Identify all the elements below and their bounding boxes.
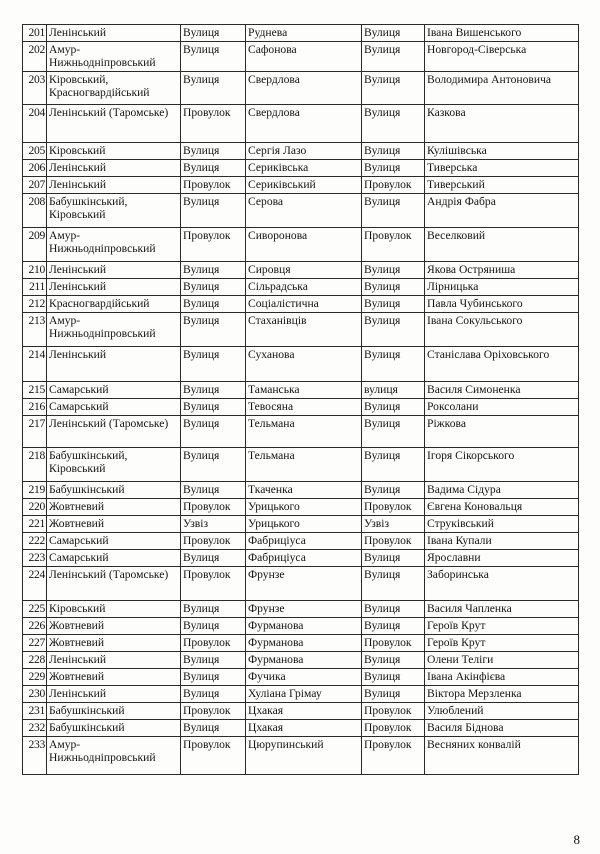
district-cell: Ленінський (Таромське): [47, 416, 181, 448]
row-number: 214: [23, 347, 47, 382]
table-row: [23, 25, 579, 42]
old-name-cell: Фурманова: [246, 652, 362, 669]
new-type-cell: Узвіз: [362, 516, 425, 533]
old-type-cell: Вулиця: [181, 686, 246, 703]
district-cell: Ленінський: [47, 279, 181, 296]
district-cell: Ленінський: [47, 262, 181, 279]
row-number: 204: [23, 105, 47, 143]
new-type-cell: Вулиця: [362, 42, 425, 72]
row-number: 223: [23, 550, 47, 567]
row-number: 226: [23, 618, 47, 635]
table-row: [23, 686, 579, 703]
old-type-cell: Узвіз: [181, 516, 246, 533]
new-name-cell: Новгород-Сіверська: [425, 42, 579, 72]
district-cell: Самарський: [47, 533, 181, 550]
district-cell: Самарський: [47, 399, 181, 416]
row-number: 224: [23, 567, 47, 601]
new-name-cell: Ярославни: [425, 550, 579, 567]
old-type-cell: Вулиця: [181, 601, 246, 618]
new-name-cell: Лірницька: [425, 279, 579, 296]
old-type-cell: Вулиця: [181, 550, 246, 567]
old-name-cell: Руднева: [246, 25, 362, 42]
old-type-cell: Провулок: [181, 567, 246, 601]
new-name-cell: Героїв Крут: [425, 635, 579, 652]
row-number: 233: [23, 737, 47, 775]
new-name-cell: Ріжкова: [425, 416, 579, 448]
table-row: [23, 279, 579, 296]
old-type-cell: Провулок: [181, 105, 246, 143]
new-name-cell: Павла Чубинського: [425, 296, 579, 313]
old-name-cell: Фучика: [246, 669, 362, 686]
new-type-cell: Провулок: [362, 228, 425, 262]
new-name-cell: Андрія Фабра: [425, 194, 579, 228]
old-type-cell: Вулиця: [181, 448, 246, 482]
table-row: [23, 737, 579, 775]
table-row: [23, 105, 579, 143]
old-name-cell: Ткаченка: [246, 482, 362, 499]
row-number: 221: [23, 516, 47, 533]
row-number: 208: [23, 194, 47, 228]
new-name-cell: Роксолани: [425, 399, 579, 416]
old-type-cell: Провулок: [181, 737, 246, 775]
district-cell: Ленінський (Таромське): [47, 567, 181, 601]
new-name-cell: Веселковий: [425, 228, 579, 262]
table-row: [23, 194, 579, 228]
old-name-cell: Свердлова: [246, 105, 362, 143]
old-type-cell: Вулиця: [181, 160, 246, 177]
table-row: [23, 143, 579, 160]
old-type-cell: Провулок: [181, 703, 246, 720]
district-cell: Красногвардійський: [47, 296, 181, 313]
new-type-cell: Вулиця: [362, 313, 425, 347]
new-type-cell: Вулиця: [362, 601, 425, 618]
new-type-cell: Вулиця: [362, 279, 425, 296]
new-type-cell: Вулиця: [362, 194, 425, 228]
row-number: 218: [23, 448, 47, 482]
old-type-cell: Провулок: [181, 499, 246, 516]
district-cell: Самарський: [47, 382, 181, 399]
row-number: 215: [23, 382, 47, 399]
district-cell: Жовтневий: [47, 669, 181, 686]
new-name-cell: Івана Вишенського: [425, 25, 579, 42]
old-type-cell: Провулок: [181, 177, 246, 194]
page-number: 8: [573, 832, 580, 847]
row-number: 203: [23, 72, 47, 105]
district-cell: Бабушкінський: [47, 482, 181, 499]
old-type-cell: Вулиця: [181, 720, 246, 737]
old-name-cell: Сергія Лазо: [246, 143, 362, 160]
old-name-cell: Хуліана Грімау: [246, 686, 362, 703]
old-name-cell: Цхакая: [246, 703, 362, 720]
old-name-cell: Тельмана: [246, 448, 362, 482]
old-name-cell: Сериківська: [246, 160, 362, 177]
new-name-cell: Володимира Антоновича: [425, 72, 579, 105]
new-type-cell: Вулиця: [362, 347, 425, 382]
new-type-cell: Вулиця: [362, 160, 425, 177]
new-name-cell: Василя Симоненка: [425, 382, 579, 399]
table-row: [23, 72, 579, 105]
old-name-cell: Цюрупинський: [246, 737, 362, 775]
table-row: [23, 313, 579, 347]
old-name-cell: Сафонова: [246, 42, 362, 72]
district-cell: Ленінський: [47, 347, 181, 382]
old-type-cell: Вулиця: [181, 347, 246, 382]
old-type-cell: Вулиця: [181, 669, 246, 686]
district-cell: Амур-Нижньодніпровський: [47, 228, 181, 262]
new-name-cell: Кулішівська: [425, 143, 579, 160]
old-type-cell: Вулиця: [181, 482, 246, 499]
old-type-cell: Вулиця: [181, 143, 246, 160]
old-type-cell: Вулиця: [181, 42, 246, 72]
row-number: 206: [23, 160, 47, 177]
table-body: [23, 25, 579, 775]
new-type-cell: Вулиця: [362, 399, 425, 416]
district-cell: Жовтневий: [47, 499, 181, 516]
old-name-cell: Сільрадська: [246, 279, 362, 296]
new-name-cell: Євгена Коновальця: [425, 499, 579, 516]
old-name-cell: Фрунзе: [246, 567, 362, 601]
row-number: 232: [23, 720, 47, 737]
district-cell: Бабушкінський: [47, 703, 181, 720]
old-name-cell: Таманська: [246, 382, 362, 399]
district-cell: Амур-Нижньодніпровський: [47, 737, 181, 775]
new-type-cell: Провулок: [362, 703, 425, 720]
district-cell: Самарський: [47, 550, 181, 567]
new-name-cell: Василя Чапленка: [425, 601, 579, 618]
table-row: [23, 703, 579, 720]
table-row: [23, 601, 579, 618]
new-type-cell: Вулиця: [362, 262, 425, 279]
district-cell: Ленінський: [47, 160, 181, 177]
new-name-cell: Станіслава Оріховського: [425, 347, 579, 382]
row-number: 211: [23, 279, 47, 296]
district-cell: Кіровський: [47, 601, 181, 618]
old-type-cell: Провулок: [181, 533, 246, 550]
new-type-cell: Провулок: [362, 499, 425, 516]
old-name-cell: Тевосяна: [246, 399, 362, 416]
new-name-cell: Казкова: [425, 105, 579, 143]
new-type-cell: Вулиця: [362, 143, 425, 160]
row-number: 207: [23, 177, 47, 194]
new-name-cell: Струківський: [425, 516, 579, 533]
row-number: 210: [23, 262, 47, 279]
table-row: [23, 399, 579, 416]
table-row: [23, 42, 579, 72]
row-number: 228: [23, 652, 47, 669]
table-row: [23, 482, 579, 499]
district-cell: Ленінський: [47, 25, 181, 42]
old-name-cell: Соціалістична: [246, 296, 362, 313]
row-number: 222: [23, 533, 47, 550]
street-rename-table: [22, 24, 579, 775]
new-type-cell: Вулиця: [362, 416, 425, 448]
old-name-cell: Свердлова: [246, 72, 362, 105]
district-cell: Жовтневий: [47, 516, 181, 533]
new-type-cell: Провулок: [362, 635, 425, 652]
table-row: [23, 567, 579, 601]
old-type-cell: Вулиця: [181, 25, 246, 42]
row-number: 230: [23, 686, 47, 703]
table-row: [23, 448, 579, 482]
row-number: 212: [23, 296, 47, 313]
new-name-cell: Улюблений: [425, 703, 579, 720]
district-cell: Бабушкінський, Кіровський: [47, 448, 181, 482]
row-number: 229: [23, 669, 47, 686]
table-row: [23, 720, 579, 737]
old-type-cell: Вулиця: [181, 416, 246, 448]
table-row: [23, 635, 579, 652]
table-row: [23, 533, 579, 550]
new-type-cell: Вулиця: [362, 482, 425, 499]
new-type-cell: Вулиця: [362, 296, 425, 313]
old-type-cell: Вулиця: [181, 194, 246, 228]
new-name-cell: Вадима Сідура: [425, 482, 579, 499]
old-name-cell: Сировця: [246, 262, 362, 279]
new-name-cell: Василя Біднова: [425, 720, 579, 737]
row-number: 220: [23, 499, 47, 516]
new-type-cell: Вулиця: [362, 669, 425, 686]
new-name-cell: Івана Акінфієва: [425, 669, 579, 686]
row-number: 216: [23, 399, 47, 416]
row-number: 225: [23, 601, 47, 618]
old-type-cell: Вулиця: [181, 72, 246, 105]
row-number: 209: [23, 228, 47, 262]
district-cell: Кіровський, Красногвардійський: [47, 72, 181, 105]
new-name-cell: Івана Купали: [425, 533, 579, 550]
old-name-cell: Фрунзе: [246, 601, 362, 618]
row-number: 227: [23, 635, 47, 652]
table-row: [23, 669, 579, 686]
table-row: [23, 416, 579, 448]
new-name-cell: Віктора Мерзленка: [425, 686, 579, 703]
district-cell: Ленінський: [47, 177, 181, 194]
table-row: [23, 516, 579, 533]
old-type-cell: Вулиця: [181, 313, 246, 347]
new-name-cell: Героїв Крут: [425, 618, 579, 635]
row-number: 205: [23, 143, 47, 160]
district-cell: Ленінський: [47, 652, 181, 669]
old-name-cell: Суханова: [246, 347, 362, 382]
old-type-cell: Вулиця: [181, 399, 246, 416]
old-name-cell: Сиворонова: [246, 228, 362, 262]
district-cell: Ленінський: [47, 686, 181, 703]
new-name-cell: Тиверська: [425, 160, 579, 177]
district-cell: Жовтневий: [47, 618, 181, 635]
old-name-cell: Фурманова: [246, 635, 362, 652]
new-type-cell: Провулок: [362, 533, 425, 550]
row-number: 217: [23, 416, 47, 448]
table-row: [23, 499, 579, 516]
table-row: [23, 618, 579, 635]
district-cell: Бабушкінський: [47, 720, 181, 737]
new-type-cell: Вулиця: [362, 686, 425, 703]
new-type-cell: Провулок: [362, 177, 425, 194]
old-name-cell: Фурманова: [246, 618, 362, 635]
old-name-cell: Цхакая: [246, 720, 362, 737]
table-row: [23, 262, 579, 279]
new-name-cell: Тиверський: [425, 177, 579, 194]
new-type-cell: Провулок: [362, 720, 425, 737]
row-number: 202: [23, 42, 47, 72]
table-row: [23, 228, 579, 262]
new-type-cell: Вулиця: [362, 72, 425, 105]
new-type-cell: Вулиця: [362, 448, 425, 482]
old-name-cell: Урицького: [246, 516, 362, 533]
old-name-cell: Урицького: [246, 499, 362, 516]
new-type-cell: Вулиця: [362, 567, 425, 601]
row-number: 213: [23, 313, 47, 347]
district-cell: Бабушкінський, Кіровський: [47, 194, 181, 228]
district-cell: Амур-Нижньодніпровський: [47, 42, 181, 72]
new-type-cell: вулиця: [362, 382, 425, 399]
old-name-cell: Сериківський: [246, 177, 362, 194]
new-type-cell: Провулок: [362, 737, 425, 775]
table-row: [23, 160, 579, 177]
table-row: [23, 382, 579, 399]
district-cell: Ленінський (Таромське): [47, 105, 181, 143]
new-name-cell: Весняних конвалій: [425, 737, 579, 775]
table-row: [23, 347, 579, 382]
new-type-cell: Вулиця: [362, 652, 425, 669]
old-type-cell: Провулок: [181, 635, 246, 652]
new-type-cell: Вулиця: [362, 105, 425, 143]
district-cell: Амур-Нижньодніпровський: [47, 313, 181, 347]
table-row: [23, 296, 579, 313]
new-name-cell: Заборинська: [425, 567, 579, 601]
new-type-cell: Вулиця: [362, 25, 425, 42]
table-row: [23, 652, 579, 669]
old-type-cell: Вулиця: [181, 296, 246, 313]
old-name-cell: Серова: [246, 194, 362, 228]
new-type-cell: Вулиця: [362, 550, 425, 567]
new-type-cell: Вулиця: [362, 618, 425, 635]
old-type-cell: Вулиця: [181, 618, 246, 635]
row-number: 231: [23, 703, 47, 720]
old-type-cell: Вулиця: [181, 382, 246, 399]
table-row: [23, 550, 579, 567]
table-row: [23, 177, 579, 194]
old-type-cell: Вулиця: [181, 652, 246, 669]
old-name-cell: Фабриціуса: [246, 533, 362, 550]
new-name-cell: Івана Сокульського: [425, 313, 579, 347]
district-cell: Жовтневий: [47, 635, 181, 652]
old-type-cell: Вулиця: [181, 262, 246, 279]
new-name-cell: Якова Остряниша: [425, 262, 579, 279]
old-type-cell: Вулиця: [181, 279, 246, 296]
district-cell: Кіровський: [47, 143, 181, 160]
old-name-cell: Фабриціуса: [246, 550, 362, 567]
old-type-cell: Провулок: [181, 228, 246, 262]
old-name-cell: Стаханівців: [246, 313, 362, 347]
row-number: 201: [23, 25, 47, 42]
row-number: 219: [23, 482, 47, 499]
new-name-cell: Олени Теліги: [425, 652, 579, 669]
old-name-cell: Тельмана: [246, 416, 362, 448]
new-name-cell: Ігоря Сікорського: [425, 448, 579, 482]
